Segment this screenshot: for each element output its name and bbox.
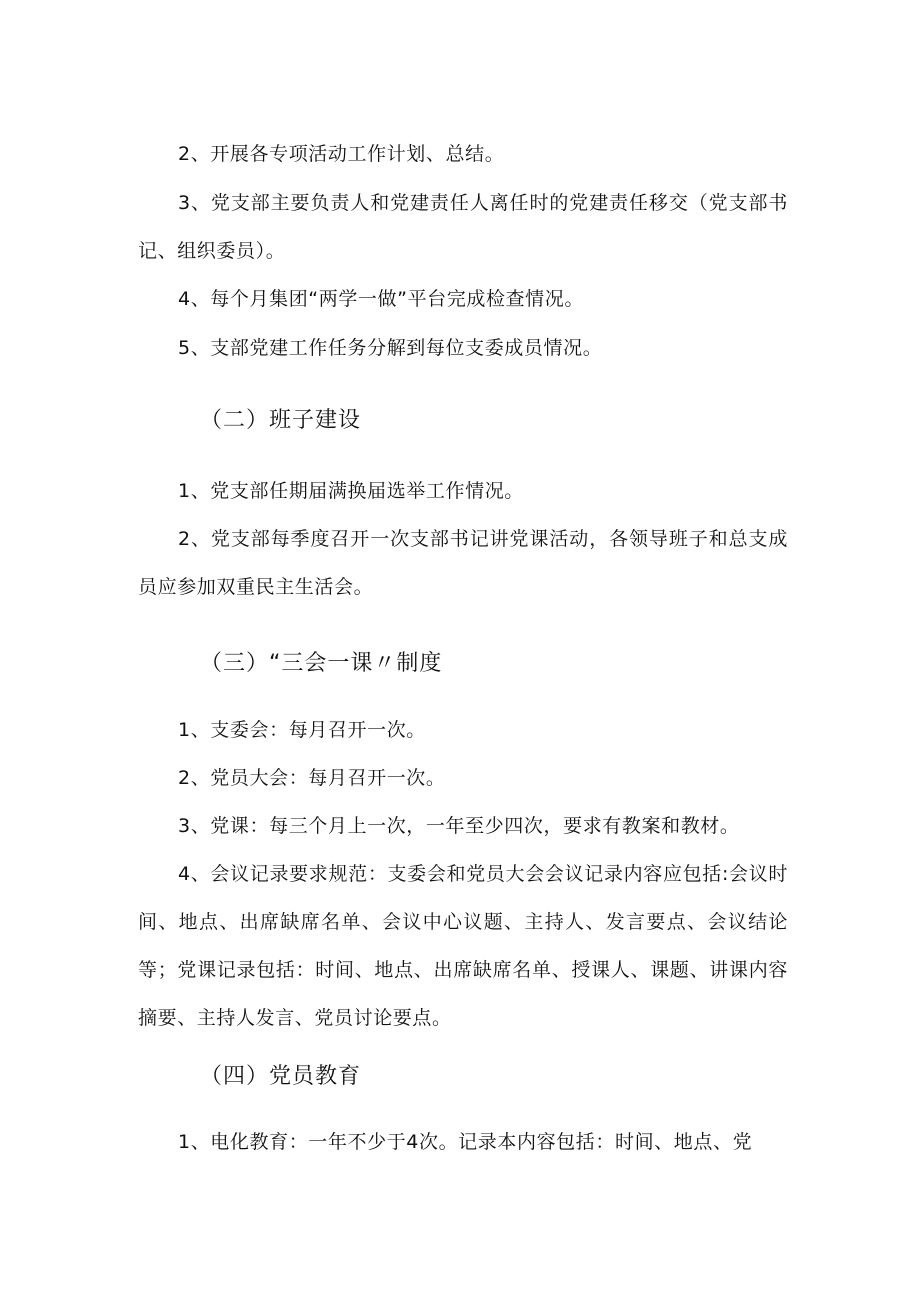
paragraph-s4-item1: 1、电化教育：一年不少于4次。记录本内容包括：时间、地点、党 [178, 1131, 753, 1153]
paragraph-s3-item2: 2、党员大会：每月召开一次。 [178, 767, 446, 789]
paragraph-s1-item3: 3、党支部主要负责人和党建责任人离任时的党建责任移交（党支部书记、组织委员）。 [138, 192, 788, 262]
paragraph-s2-item2: 2、党支部每季度召开一次支部书记讲党课活动，各领导班子和总支成员应参加双重民主生活会。 [138, 528, 788, 598]
paragraph-s1-item5: 5、支部党建工作任务分解到每位支委成员情况。 [178, 337, 603, 359]
section-heading-3: （三）“三会一课〃制度 [200, 651, 443, 676]
paragraph-s2-item1: 1、党支部任期届满换届选举工作情况。 [178, 480, 524, 502]
paragraph-s1-item4: 4、每个月集团“两学一做”平台完成检查情况。 [178, 288, 584, 310]
paragraph-s3-item3: 3、党课：每三个月上一次，一年至少四次，要求有教案和教材。 [178, 815, 740, 837]
section-heading-4: （四）党员教育 [200, 1064, 362, 1089]
paragraph-s3-item4: 4、会议记录要求规范：支委会和党员大会会议记录内容应包括:会议时间、地点、出席缺席名单、会议中心议题、主持人、发言要点、会议结论等；党课记录包括：时间、地点、出席缺席名单、授课人、课题、讲课内容摘要、主持人发言、党员讨论要点。 [138, 863, 788, 1029]
section-heading-2: （二）班子建设 [200, 408, 362, 433]
paragraph-s1-item2: 2、开展各专项活动工作计划、总结。 [178, 143, 505, 165]
paragraph-s3-item1: 1、支委会：每月召开一次。 [178, 719, 426, 741]
